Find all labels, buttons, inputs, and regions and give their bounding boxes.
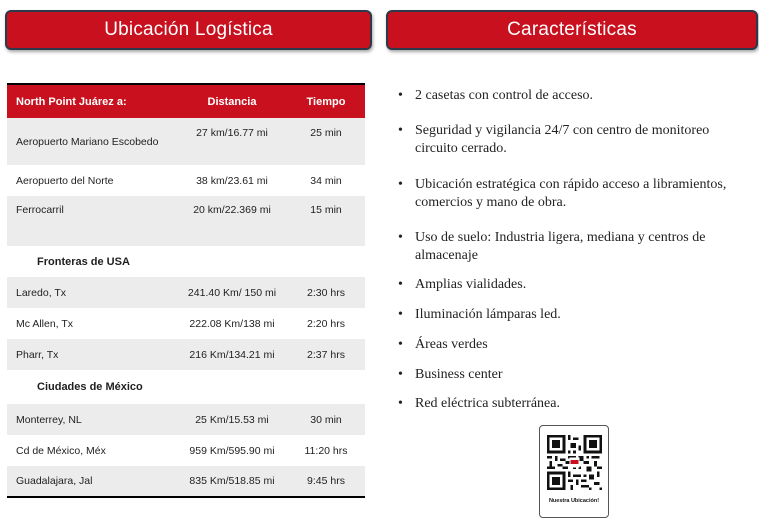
time-cell: 2:30 hrs xyxy=(287,277,365,308)
feature-item xyxy=(398,122,748,158)
table-row xyxy=(7,466,365,497)
distance-cell: 241.40 Km/ 150 mi xyxy=(177,277,287,308)
time-cell: 25 min xyxy=(287,118,365,165)
bullet-icon: • xyxy=(398,367,403,382)
time-cell: 11:20 hrs xyxy=(287,435,365,466)
feature-text: Red eléctrica subterránea. xyxy=(415,396,560,411)
feature-text: Business center xyxy=(415,367,503,382)
distance-cell: 38 km/23.61 mi xyxy=(177,165,287,196)
distance-cell: 835 Km/518.85 mi xyxy=(177,466,287,497)
caracteristicas-banner xyxy=(386,10,758,50)
feature-text: Amplias vialidades. xyxy=(415,277,527,292)
place-cell: Laredo, Tx xyxy=(7,277,177,308)
bullet-icon: • xyxy=(398,123,403,138)
feature-text: Áreas verdes xyxy=(415,337,488,352)
time-cell: 30 min xyxy=(287,404,365,435)
feature-item xyxy=(398,229,748,265)
distance-cell: 959 Km/595.90 mi xyxy=(177,435,287,466)
table-row xyxy=(7,308,365,339)
bullet-icon: • xyxy=(398,277,403,292)
place-cell: Aeropuerto Mariano Escobedo xyxy=(7,118,177,165)
distance-cell: 216 Km/134.21 mi xyxy=(177,339,287,370)
place-cell: Ferrocarril xyxy=(7,196,177,246)
section-label: Ciudades de México xyxy=(7,370,365,404)
table-header-row xyxy=(7,84,365,118)
distance-cell: 20 km/22.369 mi xyxy=(177,196,287,246)
header-distance: Distancia xyxy=(177,84,287,118)
section-label: Fronteras de USA xyxy=(7,246,365,277)
right-title: Características xyxy=(507,19,637,40)
header-origin: North Point Juárez a: xyxy=(7,84,177,118)
place-cell: Guadalajara, Jal xyxy=(7,466,177,497)
distance-cell: 27 km/16.77 mi xyxy=(177,118,287,165)
distance-table xyxy=(7,83,365,498)
section-row-mexico xyxy=(7,370,365,404)
place-cell: Aeropuerto del Norte xyxy=(7,165,177,196)
table-row xyxy=(7,339,365,370)
bullet-icon: • xyxy=(398,230,403,245)
feature-item xyxy=(398,87,748,105)
feature-text: Ubicación estratégica con rápido acceso a libramientos, comercios y mano de obra. xyxy=(415,177,727,210)
table-row xyxy=(7,435,365,466)
qr-caption: Nuestra Ubicación! xyxy=(548,498,600,504)
distance-cell: 25 Km/15.53 mi xyxy=(177,404,287,435)
feature-text: Seguridad y vigilancia 24/7 con centro de monitoreo circuito cerrado. xyxy=(415,123,710,156)
bullet-icon: • xyxy=(398,307,403,322)
qr-code-icon xyxy=(547,435,602,490)
table-row xyxy=(7,196,365,246)
place-cell: Mc Allen, Tx xyxy=(7,308,177,339)
place-cell: Monterrey, NL xyxy=(7,404,177,435)
time-cell: 9:45 hrs xyxy=(287,466,365,497)
place-cell: Pharr, Tx xyxy=(7,339,177,370)
table-row xyxy=(7,404,365,435)
ubicacion-logistica-banner xyxy=(5,10,372,50)
bullet-icon: • xyxy=(398,88,403,103)
feature-item xyxy=(398,395,748,413)
table-row xyxy=(7,277,365,308)
feature-text: Iluminación lámparas led. xyxy=(415,307,561,322)
time-cell: 15 min xyxy=(287,196,365,246)
feature-item xyxy=(398,366,748,384)
table-row xyxy=(7,165,365,196)
feature-item xyxy=(398,306,748,324)
feature-text: 2 casetas con control de acceso. xyxy=(415,88,594,103)
time-cell: 34 min xyxy=(287,165,365,196)
distance-cell: 222.08 Km/138 mi xyxy=(177,308,287,339)
feature-text: Uso de suelo: Industria ligera, mediana y centros de almacenaje xyxy=(415,230,706,263)
location-qr-card[interactable] xyxy=(539,425,609,518)
table-row xyxy=(7,118,365,165)
time-cell: 2:20 hrs xyxy=(287,308,365,339)
bullet-icon: • xyxy=(398,177,403,192)
section-row-usa xyxy=(7,246,365,277)
time-cell: 2:37 hrs xyxy=(287,339,365,370)
feature-item xyxy=(398,176,748,212)
feature-item xyxy=(398,336,748,354)
left-title: Ubicación Logística xyxy=(104,19,273,40)
place-cell: Cd de México, Méx xyxy=(7,435,177,466)
header-time: Tiempo xyxy=(287,84,365,118)
bullet-icon: • xyxy=(398,396,403,411)
feature-item xyxy=(398,276,748,294)
bullet-icon: • xyxy=(398,337,403,352)
